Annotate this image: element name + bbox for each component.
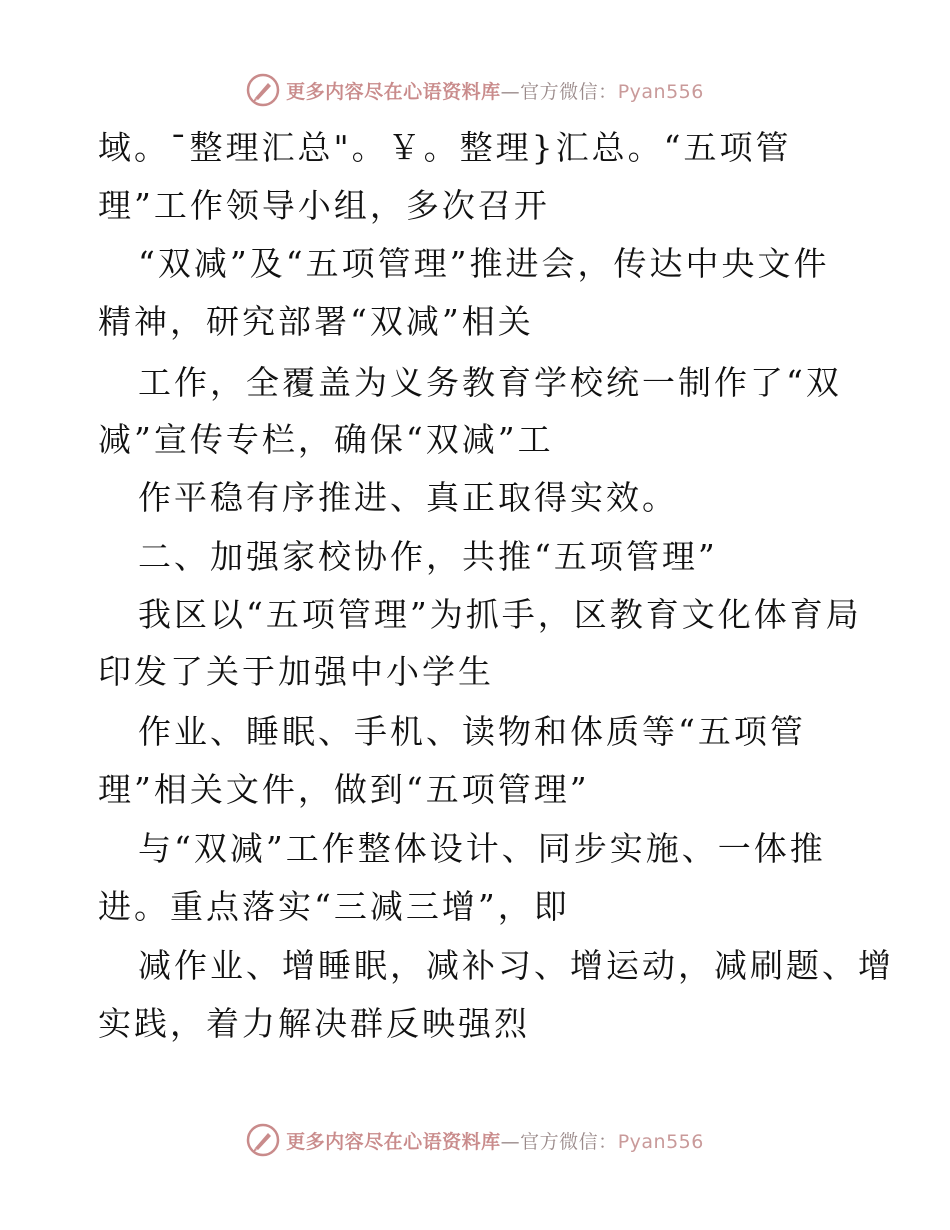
text-line: 域。¯整理汇总"。￥。整理}汇总。“五项管: [98, 128, 792, 167]
text-line: 减”宣传专栏，确保“双减”工: [98, 420, 554, 459]
watermark-text: [286, 1127, 704, 1154]
text-line: “双减”及“五项管理”推进会，传达中央文件: [138, 244, 830, 283]
watermark-main-text: 更多内容尽在心语资料库: [286, 1130, 501, 1153]
text-line: 我区以“五项管理”为抓手，区教育文化体育局: [138, 595, 862, 634]
header-watermark: [0, 70, 950, 110]
text-line: 减作业、增睡眠，减补习、增运动，减刷题、增: [138, 946, 894, 985]
watermark-wechat-id: Pyan556: [617, 1130, 704, 1153]
text-line: 印发了关于加强中小学生: [98, 652, 494, 691]
watermark-main-text: 更多内容尽在心语资料库: [286, 80, 501, 103]
text-line: 理”相关文件，做到“五项管理”: [98, 770, 590, 809]
text-line: 实践，着力解决群反映强烈: [98, 1004, 530, 1043]
text-line: 精神，研究部署“双减”相关: [98, 302, 534, 341]
footer-watermark: [0, 1120, 950, 1160]
section-heading: 二、加强家校协作，共推“五项管理”: [138, 537, 718, 576]
quill-logo-icon: [246, 73, 280, 107]
watermark-text: [286, 77, 704, 104]
watermark-wechat-id: Pyan556: [617, 80, 704, 103]
text-line: 作业、睡眠、手机、读物和体质等“五项管: [138, 712, 806, 751]
text-line: 进。重点落实“三减三增”，即: [98, 887, 570, 926]
watermark-contact-label: 官方微信：: [520, 1130, 618, 1153]
watermark-separator: —: [500, 1130, 521, 1153]
watermark-separator: —: [500, 80, 521, 103]
text-line: 作平稳有序推进、真正取得实效。: [138, 478, 678, 517]
text-line: 理”工作领导小组，多次召开: [98, 186, 550, 225]
text-line: 与“双减”工作整体设计、同步实施、一体推: [138, 829, 826, 868]
watermark-contact-label: 官方微信：: [520, 80, 618, 103]
text-line: 工作，全覆盖为义务教育学校统一制作了“双: [138, 363, 842, 402]
quill-logo-icon: [246, 1123, 280, 1157]
